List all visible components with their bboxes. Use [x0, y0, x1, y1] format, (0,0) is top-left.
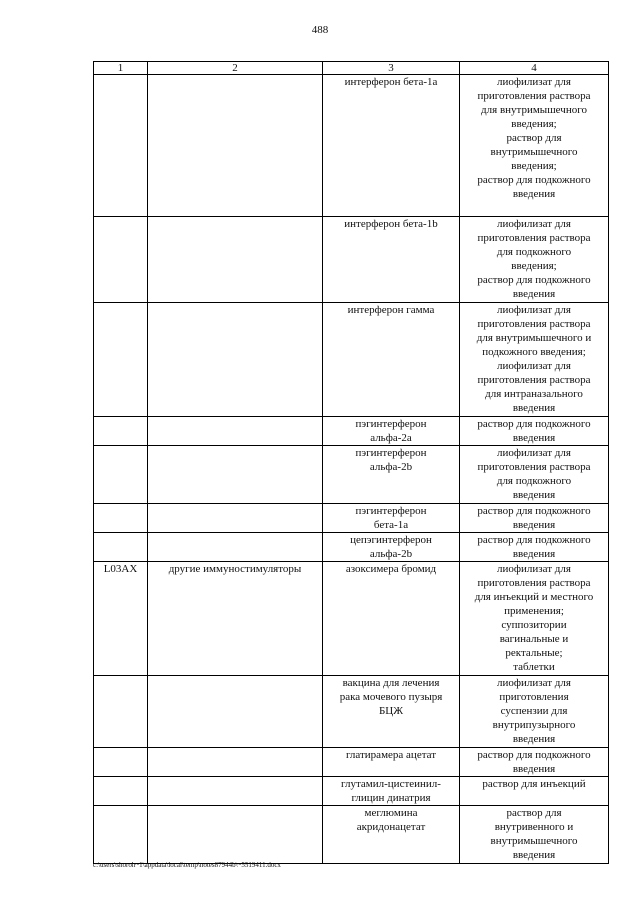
atc-code-cell	[94, 446, 148, 504]
drug-name-cell: пэгинтерферон бета-1a	[323, 504, 460, 533]
group-cell: другие иммуностимуляторы	[148, 562, 323, 676]
table-row	[94, 676, 609, 748]
atc-code-cell: L03AX	[94, 562, 148, 676]
group-cell	[148, 806, 323, 864]
dosage-form-cell: раствор для инъекций	[460, 777, 609, 806]
table-row	[94, 446, 609, 504]
dosage-form-cell: лиофилизат для приготовления раствора для внутримышечного и подкожного введения; лиофилизат для приготовления раствора для интраназального введения	[460, 303, 609, 417]
drug-name-cell: интерферон бета-1a	[323, 75, 460, 217]
atc-code-cell	[94, 806, 148, 864]
table-row	[94, 303, 609, 417]
dosage-form-cell: лиофилизат для приготовления раствора для подкожного введения	[460, 446, 609, 504]
group-cell	[148, 748, 323, 777]
group-cell	[148, 777, 323, 806]
drug-name-cell: цепэгинтерферон альфа-2b	[323, 533, 460, 562]
group-cell	[148, 533, 323, 562]
drug-name-cell: меглюмина акридонацетат	[323, 806, 460, 864]
drug-name-cell: глатирамера ацетат	[323, 748, 460, 777]
drug-name-cell: пэгинтерферон альфа-2a	[323, 417, 460, 446]
group-cell	[148, 504, 323, 533]
group-cell	[148, 417, 323, 446]
atc-code-cell	[94, 303, 148, 417]
group-cell	[148, 676, 323, 748]
column-header-1: 1	[94, 62, 148, 75]
table-row	[94, 777, 609, 806]
atc-code-cell	[94, 777, 148, 806]
drug-name-cell: вакцина для лечения рака мочевого пузыря БЦЖ	[323, 676, 460, 748]
atc-code-cell	[94, 533, 148, 562]
table-header-row	[94, 62, 609, 75]
dosage-form-cell: лиофилизат для приготовления раствора для инъекций и местного применения; суппозитории вагинальные и ректальные; таблетки	[460, 562, 609, 676]
dosage-form-cell: раствор для подкожного введения	[460, 504, 609, 533]
table-row	[94, 806, 609, 864]
table-row	[94, 75, 609, 217]
group-cell	[148, 303, 323, 417]
table-row	[94, 748, 609, 777]
group-cell	[148, 75, 323, 217]
drug-table	[93, 61, 609, 864]
dosage-form-cell: раствор для подкожного введения	[460, 417, 609, 446]
dosage-form-cell: раствор для внутривенного и внутримышечного введения	[460, 806, 609, 864]
column-header-4: 4	[460, 62, 609, 75]
dosage-form-cell: лиофилизат для приготовления раствора для подкожного введения; раствор для подкожного введения	[460, 217, 609, 303]
atc-code-cell	[94, 504, 148, 533]
drug-name-cell: азоксимера бромид	[323, 562, 460, 676]
drug-name-cell: глутамил-цистеинил- глицин динатрия	[323, 777, 460, 806]
table-row	[94, 504, 609, 533]
group-cell	[148, 217, 323, 303]
drug-name-cell: интерферон гамма	[323, 303, 460, 417]
column-header-2: 2	[148, 62, 323, 75]
dosage-form-cell: лиофилизат для приготовления суспензии для внутрипузырного введения	[460, 676, 609, 748]
drug-name-cell: интерферон бета-1b	[323, 217, 460, 303]
table-row	[94, 217, 609, 303]
page-number: 488	[311, 24, 329, 36]
table-row	[94, 417, 609, 446]
atc-code-cell	[94, 417, 148, 446]
atc-code-cell	[94, 217, 148, 303]
dosage-form-cell: раствор для подкожного введения	[460, 533, 609, 562]
atc-code-cell	[94, 748, 148, 777]
table-row	[94, 533, 609, 562]
column-header-3: 3	[323, 62, 460, 75]
atc-code-cell	[94, 676, 148, 748]
group-cell	[148, 446, 323, 504]
drug-name-cell: пэгинтерферон альфа-2b	[323, 446, 460, 504]
table-row	[94, 562, 609, 676]
file-path-footer: c:\users\shoroh~1\appdata\local\temp\notes87944b\~5519411.docx	[93, 861, 281, 869]
atc-code-cell	[94, 75, 148, 217]
dosage-form-cell: раствор для подкожного введения	[460, 748, 609, 777]
dosage-form-cell: лиофилизат для приготовления раствора для внутримышечного введения; раствор для внутримышечного введения; раствор для подкожного введения	[460, 75, 609, 217]
